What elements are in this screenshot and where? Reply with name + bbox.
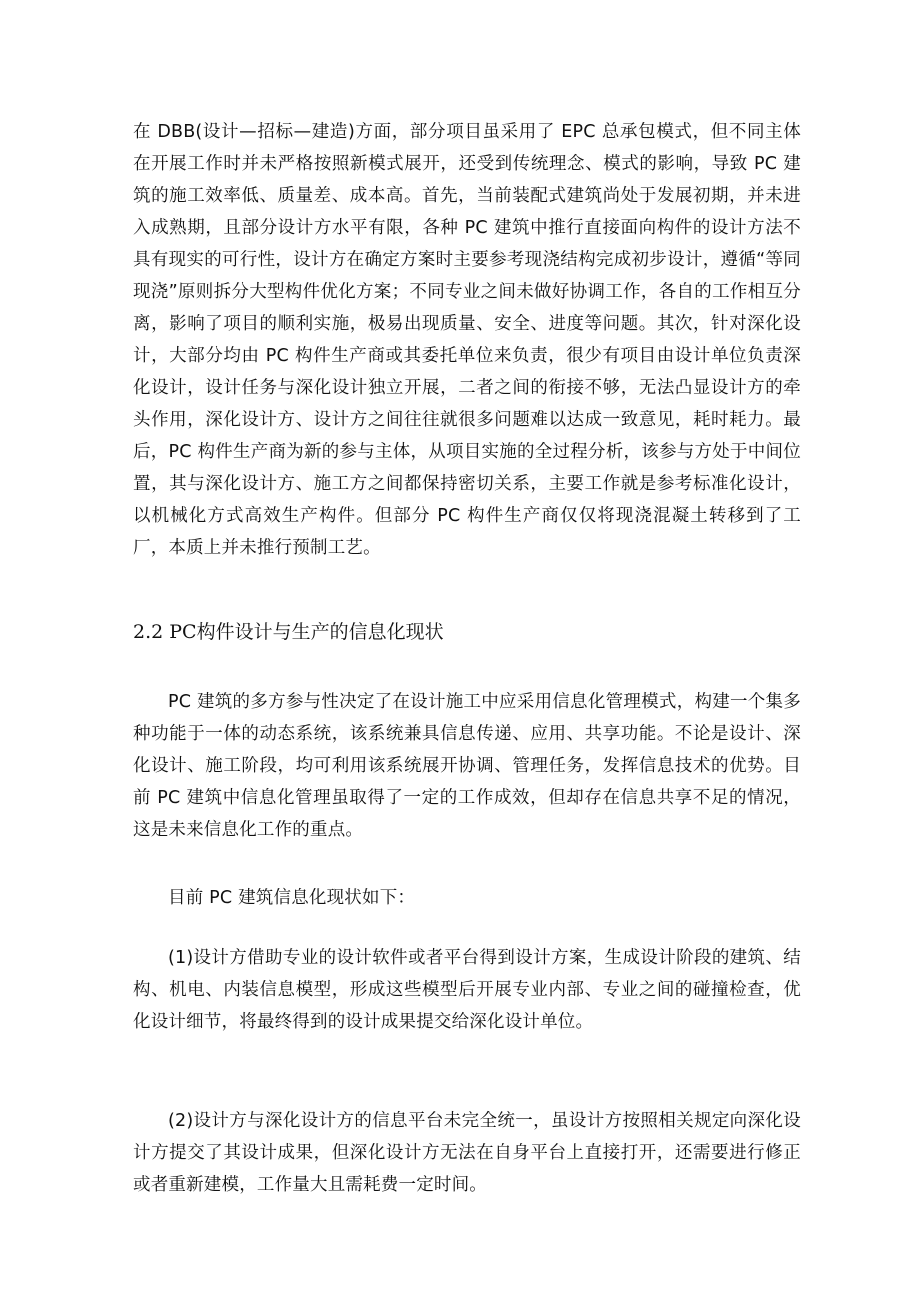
body-paragraph: PC 建筑的多方参与性决定了在设计施工中应采用信息化管理模式，构建一个集多种功能于一体的动态系统，该系统兼具信息传递、应用、共享功能。不论是设计、深化设计、施工阶段，均可利用该系统展开协调、管理任务，发挥信息技术的优势。目前 PC 建筑中信息化管理虽取得了一定的工作成效，但却存在信息共享不足的情况，这是未来信息化工作的重点。 bbox=[133, 692, 801, 840]
section-heading: 2.2 PC构件设计与生产的信息化现状 bbox=[133, 621, 444, 643]
list-item-paragraph: (1)设计方借助专业的设计软件或者平台得到设计方案，生成设计阶段的建筑、结构、机电、内装信息模型，形成这些模型后开展专业内部、专业之间的碰撞检查，优化设计细节，将最终得到的设计成果提交给深化设计单位。 bbox=[133, 948, 801, 1032]
list-item-paragraph: (2)设计方与深化设计方的信息平台未完全统一，虽设计方按照相关规定向深化设计方提交了其设计成果，但深化设计方无法在自身平台上直接打开，还需要进行修正或者重新建模，工作量大且需耗费一定时间。 bbox=[133, 1111, 801, 1195]
body-paragraph: 在 DBB(设计—招标—建造)方面，部分项目虽采用了 EPC 总承包模式，但不同主体在开展工作时并未严格按照新模式展开，还受到传统理念、模式的影响，导致 PC 建筑的施工效率低、质量差、成本高。首先，当前装配式建筑尚处于发展初期，并未进入成熟期，且部分设计方水平有限，各种 PC 建筑中推行直接面向构件的设计方法不具有现实的可行性，设计方在确定方案时主要参考现浇结构完成初步设计，遵循“等同现浇”原则拆分大型构件优化方案；不同专业之间未做好协调工作，各自的工作相互分离，影响了项目的顺利实施，极易出现质量、安全、进度等问题。其次，针对深化设计，大部分均由 PC 构件生产商或其委托单位来负责，很少有项目由设计单位负责深化设计，设计任务与深化设计独立开展，二者之间的衔接不够，无法凸显设计方的牵头作用，深化设计方、设计方之间往往就很多问题难以达成一致意见，耗时耗力。最后，PC 构件生产商为新的参与主体，从项目实施的全过程分析，该参与方处于中间位置，其与深化设计方、施工方之间都保持密切关系，主要工作就是参考标准化设计，以机械化方式高效生产构件。但部分 PC 构件生产商仅仅将现浇混凝土转移到了工厂，本质上并未推行预制工艺。 bbox=[133, 122, 801, 558]
body-paragraph: 目前 PC 建筑信息化现状如下： bbox=[168, 888, 416, 908]
